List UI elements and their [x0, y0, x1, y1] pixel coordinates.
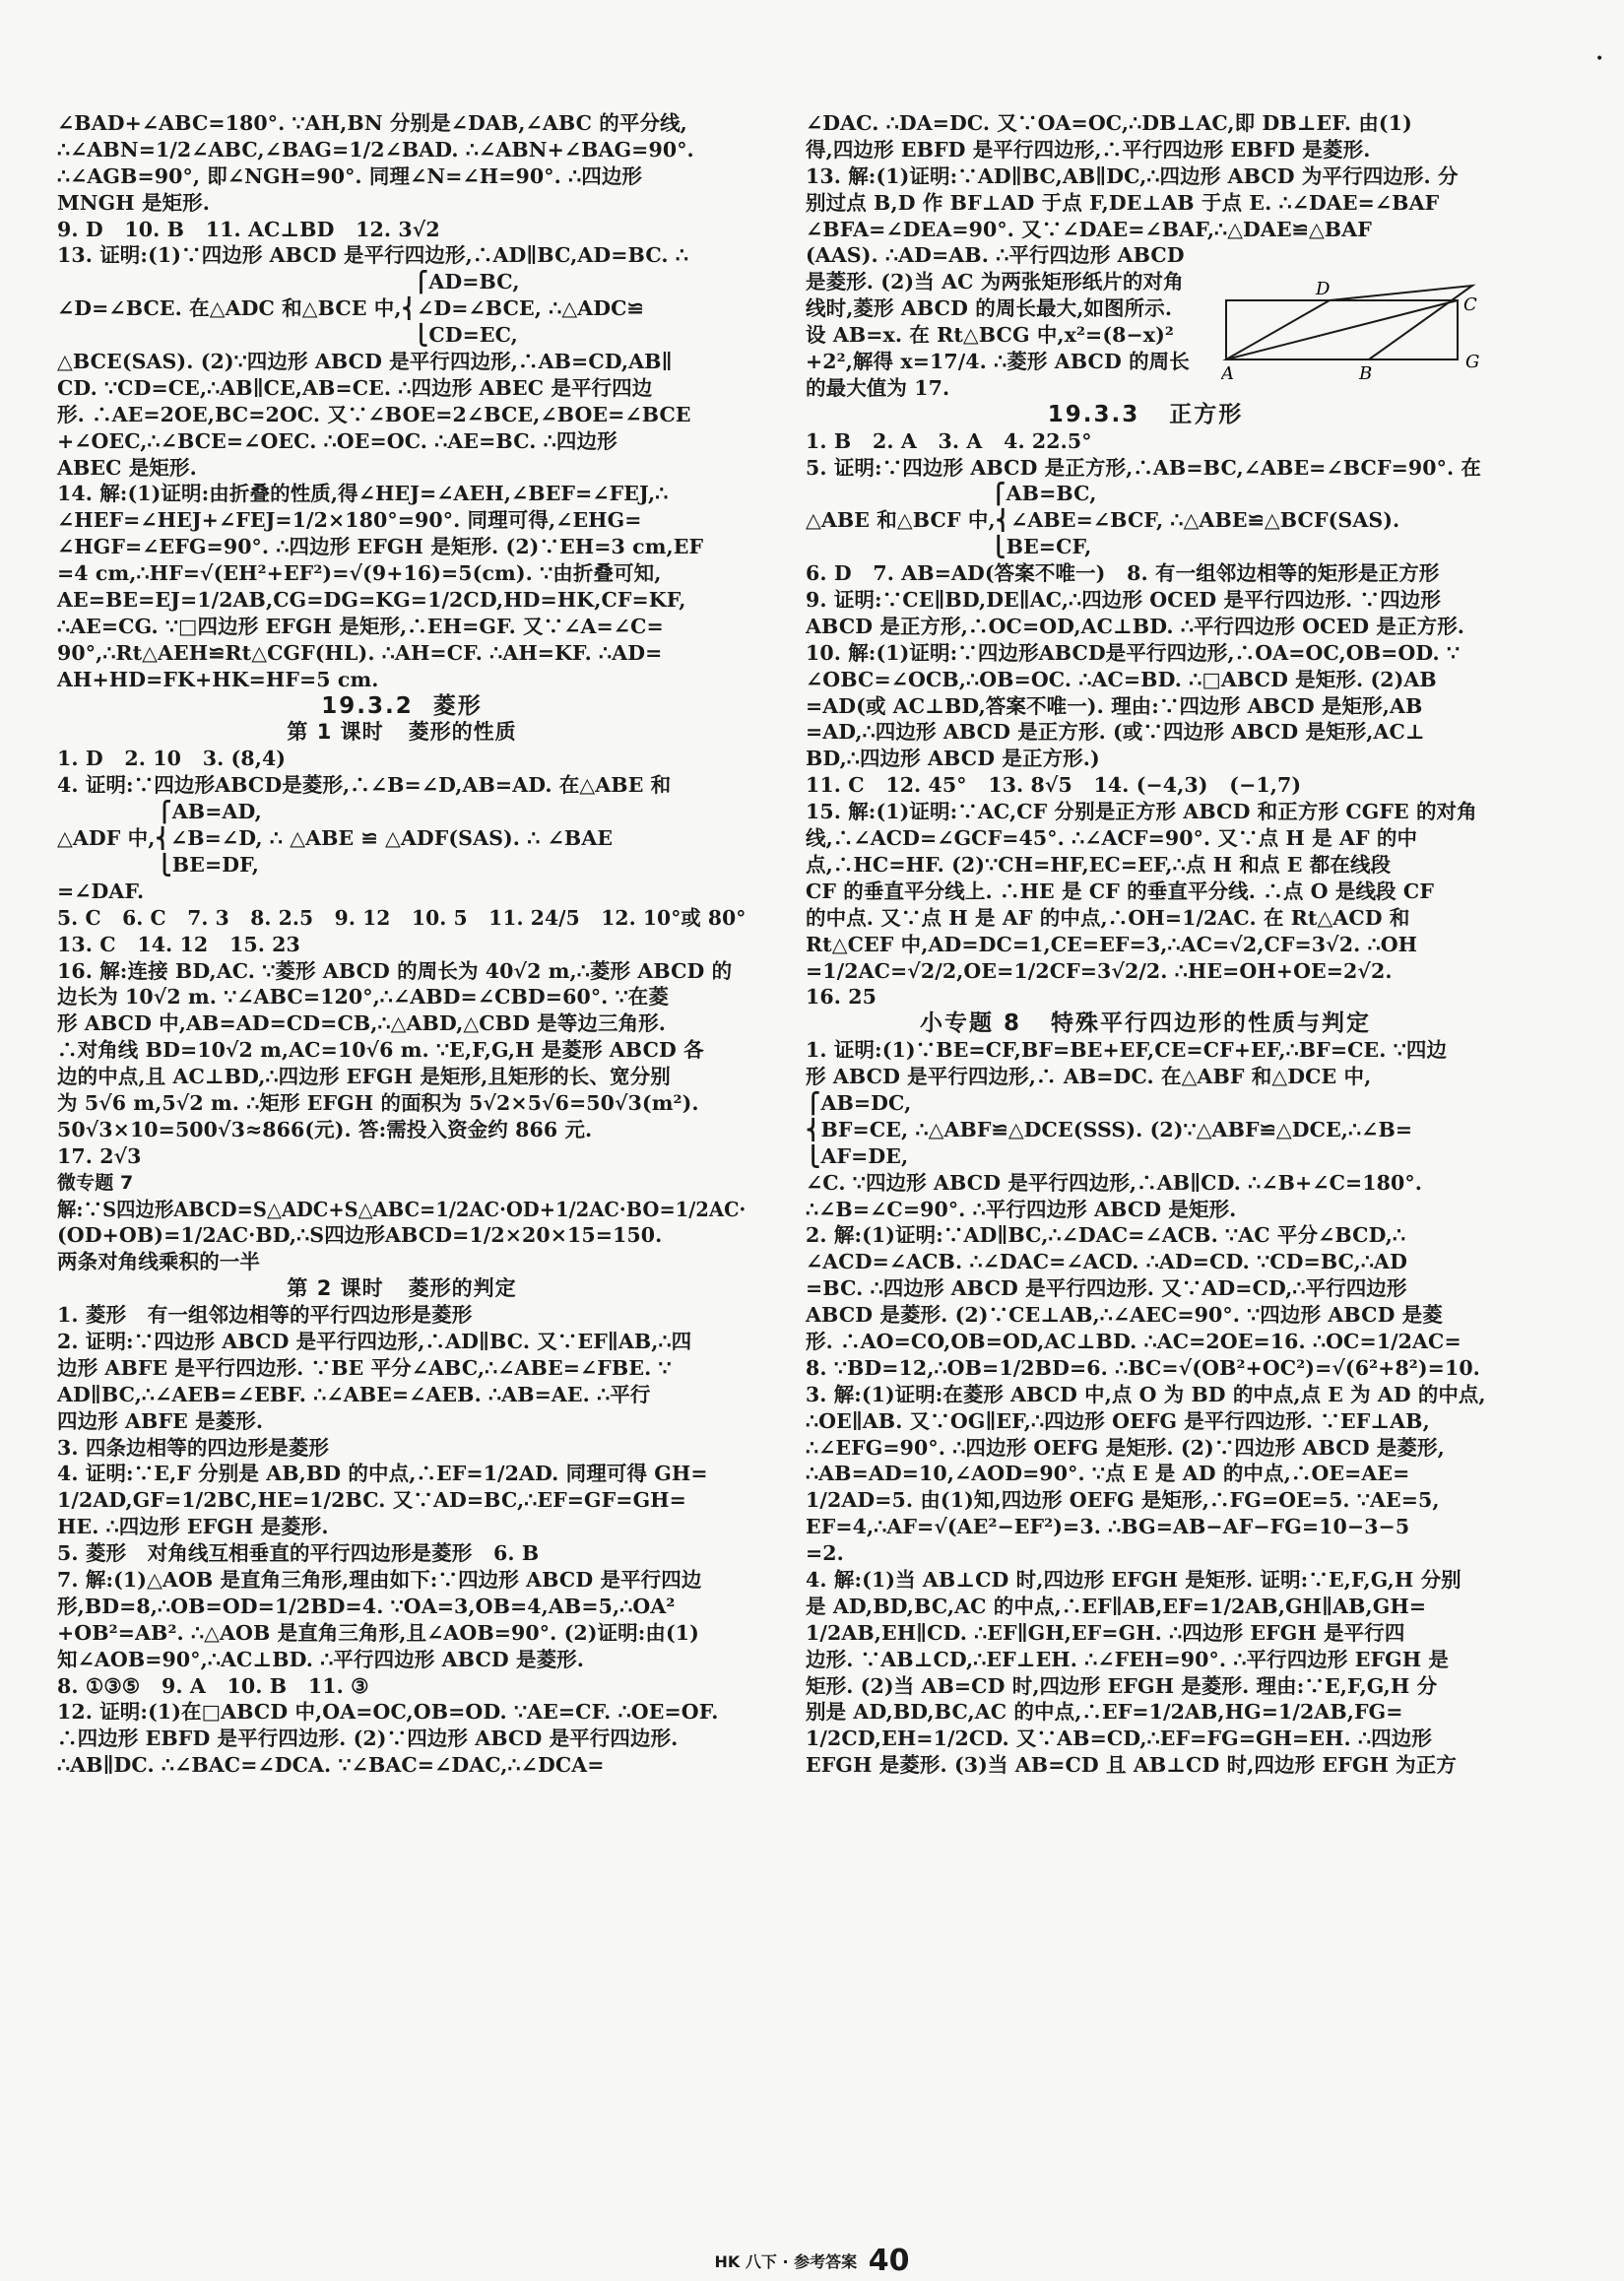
- rhombus-figure: [1221, 281, 1487, 389]
- right-column-line: 8. ∵BD=12,∴OB=1/2BD=6. ∴BC=√(OB²+OC²)=√(6²+8²)=10.: [806, 1355, 1480, 1380]
- right-column-line: 9. 证明:∵CE∥BD,DE∥AC,∴四边形 OCED 是平行四边形. ∵四边形: [806, 588, 1441, 613]
- left-column-line: 边形 ABFE 是平行四边形. ∵BE 平分∠ABC,∴∠ABE=∠FBE. ∵: [57, 1355, 672, 1380]
- right-column-line: 别过点 B,D 作 BF⊥AD 于点 F,DE⊥AB 于点 E. ∴∠DAE=∠BAF: [806, 190, 1440, 215]
- left-column-line: ∴∠AGB=90°, 即∠NGH=90°. 同理∠N=∠H=90°. ∴四边形: [57, 163, 643, 188]
- left-column-line: MNGH 是矩形.: [57, 190, 210, 215]
- left-column-line: △ADF 中,⎨∠B=∠D, ∴ △ABE ≌ △ADF(SAS). ∴ ∠BAE: [57, 826, 614, 851]
- left-column-line: ⎩BE=DF,: [57, 852, 259, 877]
- left-column-line: AE=BE=EJ=1/2AB,CG=DG=KG=1/2CD,HD=HK,CF=KF,: [57, 588, 686, 613]
- left-column-line: 3. 四条边相等的四边形是菱形: [57, 1435, 330, 1460]
- left-column-line: ∴对角线 BD=10√2 m,AC=10√6 m. ∵E,F,G,H 是菱形 ABCD 各: [57, 1038, 704, 1063]
- left-column-line: 17. 2√3: [57, 1143, 142, 1168]
- left-column-line: ∠D=∠BCE. 在△ADC 和△BCE 中,⎨∠D=∠BCE, ∴△ADC≌: [57, 296, 644, 321]
- right-column-line: ∠BFA=∠DEA=90°. 又∵∠DAE=∠BAF,∴△DAE≌△BAF: [806, 217, 1372, 241]
- left-column-line: +OB²=AB². ∴△AOB 是直角三角形,且∠AOB=90°. (2)证明:由(1): [57, 1620, 699, 1645]
- right-column-line: ABCD 是正方形,∴OC=OD,AC⊥BD. ∴平行四边形 OCED 是正方形.: [806, 614, 1465, 638]
- left-column-line: 形,BD=8,∴OB=OD=1/2BD=4. ∵OA=3,OB=4,AB=5,∴OA²: [57, 1594, 676, 1618]
- left-column-line: ∠HEF=∠HEJ+∠FEJ=1/2×180°=90°. 同理可得,∠EHG=: [57, 508, 642, 533]
- right-column-line: 10. 解:(1)证明:∵四边形ABCD是平行四边形,∴OA=OC,OB=OD. ∵: [806, 640, 1461, 665]
- right-column-line: 15. 解:(1)证明:∵AC,CF 分别是正方形 ABCD 和正方形 CGFE 的对角: [806, 800, 1477, 824]
- left-column-line: △BCE(SAS). (2)∵四边形 ABCD 是平行四边形,∴AB=CD,AB∥: [57, 350, 673, 374]
- right-column-line: 点,∴HC=HF. (2)∵CH=HF,EC=EF,∴点 H 和点 E 都在线段: [806, 852, 1392, 877]
- left-column-line: 13. 证明:(1)∵四边形 ABCD 是平行四边形,∴AD∥BC,AD=BC. ∴: [57, 243, 689, 268]
- right-column-line: EFGH 是菱形. (3)当 AB=CD 且 AB⊥CD 时,四边形 EFGH 为正方: [806, 1753, 1457, 1778]
- right-column-line: 2. 解:(1)证明:∵AD∥BC,∴∠DAC=∠ACB. ∵AC 平分∠BCD,∴: [806, 1223, 1406, 1248]
- left-column-line: 4. 证明:∵E,F 分别是 AB,BD 的中点,∴EF=1/2AD. 同理可得 GH=: [57, 1462, 708, 1486]
- left-column-line: +∠OEC,∴∠BCE=∠OEC. ∴OE=OC. ∴AE=BC. ∴四边形: [57, 428, 617, 453]
- right-column-line: 是 AD,BD,BC,AC 的中点,∴EF∥AB,EF=1/2AB,GH∥AB,GH=: [806, 1594, 1427, 1618]
- left-column-line: 为 5√6 m,5√2 m. ∴矩形 EFGH 的面积为 5√2×5√6=50√3(m²).: [57, 1090, 699, 1115]
- right-column-line: 边形. ∵AB⊥CD,∴EF⊥EH. ∴∠FEH=90°. ∴平行四边形 EFGH 是: [806, 1647, 1450, 1671]
- left-column-line: 第 2 课时 菱形的判定: [287, 1276, 517, 1301]
- right-column-line: =1/2AC=√2/2,OE=1/2CF=3√2/2. ∴HE=OH+OE=2√2.: [806, 958, 1393, 983]
- left-column-line: 19.3.2 菱形: [321, 692, 483, 719]
- right-column-line: 3. 解:(1)证明:在菱形 ABCD 中,点 O 为 BD 的中点,点 E 为 AD 的中点,: [806, 1382, 1486, 1406]
- right-column-line: 是菱形. (2)当 AC 为两张矩形纸片的对角: [806, 270, 1184, 294]
- right-column-line: ⎧AB=DC,: [806, 1090, 912, 1115]
- left-column-line: HE. ∴四边形 EFGH 是菱形.: [57, 1515, 329, 1539]
- left-column-line: =∠DAF.: [57, 879, 145, 903]
- right-column-line: 1/2AB,EH∥CD. ∴EF∥GH,EF=GH. ∴四边形 EFGH 是平行四: [806, 1620, 1405, 1645]
- left-column-line: (OD+OB)=1/2AC·BD,∴S四边形ABCD=1/2×20×15=150.: [57, 1223, 663, 1248]
- left-column-line: 16. 解:连接 BD,AC. ∵菱形 ABCD 的周长为 40√2 m,∴菱形 ABCD 的: [57, 958, 733, 983]
- right-column-line: 4. 解:(1)当 AB⊥CD 时,四边形 EFGH 是矩形. 证明:∵E,F,G,H 分别: [806, 1567, 1462, 1592]
- right-column-line: +2²,解得 x=17/4. ∴菱形 ABCD 的周长: [806, 350, 1190, 374]
- right-column-line: ⎩BE=CF,: [806, 535, 1092, 559]
- left-column-line: 1/2AD,GF=1/2BC,HE=1/2BC. 又∵AD=BC,∴EF=GF=GH=: [57, 1488, 686, 1513]
- right-column-line: ⎩AF=DE,: [806, 1143, 909, 1168]
- right-column-line: ∴∠B=∠C=90°. ∴平行四边形 ABCD 是矩形.: [806, 1197, 1237, 1221]
- right-column-line: ⎨BF=CE, ∴△ABF≌△DCE(SSS). (2)∵△ABF≌△DCE,∴∠B=: [806, 1117, 1413, 1141]
- right-column-line: Rt△CEF 中,AD=DC=1,CE=EF=3,∴AC=√2,CF=3√2. ∴OH: [806, 932, 1418, 956]
- footer-label: HK 八下 · 参考答案: [714, 2252, 858, 2271]
- left-column-line: ⎧AD=BC,: [57, 270, 520, 294]
- left-column-line: 边长为 10√2 m. ∵∠ABC=120°,∴∠ABD=∠CBD=60°. ∵在菱: [57, 985, 669, 1010]
- left-column-line: 两条对角线乘积的一半: [57, 1250, 260, 1274]
- right-column-line: =BC. ∴四边形 ABCD 是平行四边形. 又∵AD=CD,∴平行四边形: [806, 1276, 1407, 1301]
- right-column-line: ∠OBC=∠OCB,∴OB=OC. ∴AC=BD. ∴□ABCD 是矩形. (2)AB: [806, 667, 1437, 691]
- right-column-line: 小专题 8 特殊平行四边形的性质与判定: [919, 1010, 1372, 1037]
- left-column-line: 微专题 7: [57, 1171, 134, 1194]
- left-column-line: 知∠AOB=90°,∴AC⊥BD. ∴平行四边形 ABCD 是菱形.: [57, 1647, 585, 1671]
- left-column-line: 边的中点,且 AC⊥BD,∴四边形 EFGH 是矩形,且矩形的长、宽分别: [57, 1065, 671, 1089]
- right-column-line: 5. 证明:∵四边形 ABCD 是正方形,∴AB=BC,∠ABE=∠BCF=90°. 在: [806, 455, 1482, 480]
- right-column-line: =2.: [806, 1541, 844, 1566]
- right-column-line: BD,∴四边形 ABCD 是正方形.): [806, 747, 1100, 771]
- right-column-line: 6. D 7. AB=AD(答案不唯一) 8. 有一组邻边相等的矩形是正方形: [806, 561, 1440, 586]
- right-column-line: 线时,菱形 ABCD 的周长最大,如图所示.: [806, 296, 1173, 321]
- right-column-line: ∴AB=AD=10,∠AOD=90°. ∵点 E 是 AD 的中点,∴OE=AE=: [806, 1462, 1410, 1486]
- right-column-line: 形 ABCD 是平行四边形,∴ AB=DC. 在△ABF 和△DCE 中,: [806, 1065, 1372, 1089]
- right-column-line: ABCD 是菱形. (2)∵CE⊥AB,∴∠AEC=90°. ∵四边形 ABCD 是菱: [806, 1303, 1443, 1328]
- left-column-line: 13. C 14. 12 15. 23: [57, 932, 300, 956]
- left-column-line: ⎩CD=EC,: [57, 323, 518, 348]
- right-column-line: ⎧AB=BC,: [806, 482, 1097, 506]
- corner-dot: •: [1595, 51, 1604, 67]
- left-column-line: 5. 菱形 对角线互相垂直的平行四边形是菱形 6. B: [57, 1541, 540, 1566]
- right-column-line: 1/2CD,EH=1/2CD. 又∵AB=CD,∴EF=FG=GH=EH. ∴四边形: [806, 1727, 1432, 1751]
- right-column-line: 的最大值为 17.: [806, 375, 950, 400]
- left-column-line: 50√3×10=500√3≈866(元). 答:需投入资金约 866 元.: [57, 1117, 593, 1141]
- left-column-line: 7. 解:(1)△AOB 是直角三角形,理由如下:∵四边形 ABCD 是平行四边: [57, 1567, 702, 1592]
- right-column-line: 1/2AD=5. 由(1)知,四边形 OEFG 是矩形,∴FG=OE=5. ∵AE=5,: [806, 1488, 1440, 1513]
- right-column-line: 别是 AD,BD,BC,AC 的中点,∴EF=1/2AB,HG=1/2AB,FG=: [806, 1700, 1403, 1725]
- left-column-line: 12. 证明:(1)在□ABCD 中,OA=OC,OB=OD. ∵AE=CF. ∴OE=OF.: [57, 1700, 719, 1725]
- right-column-line: 1. 证明:(1)∵BE=CF,BF=BE+EF,CE=CF+EF,∴BF=CE. ∵四边: [806, 1038, 1448, 1063]
- page-footer: [0, 2244, 1624, 2278]
- left-column-line: 9. D 10. B 11. AC⊥BD 12. 3√2: [57, 217, 440, 241]
- left-column-line: 14. 解:(1)证明:由折叠的性质,得∠HEJ=∠AEH,∠BEF=∠FEJ,∴: [57, 482, 669, 506]
- left-column-line: 解:∵S四边形ABCD=S△ADC+S△ABC=1/2AC·OD+1/2AC·BO=1/2AC·: [57, 1197, 747, 1221]
- right-column-line: (AAS). ∴AD=AB. ∴平行四边形 ABCD: [806, 243, 1185, 268]
- left-column-line: ∴AE=CG. ∵□四边形 EFGH 是矩形,∴EH=GF. 又∵∠A=∠C=: [57, 614, 664, 638]
- left-column-line: 四边形 ABFE 是菱形.: [57, 1408, 264, 1433]
- label-b: B: [1359, 363, 1373, 384]
- rect-paper-2: [1226, 286, 1472, 359]
- left-column-line: CD. ∵CD=CE,∴AB∥CE,AB=CE. ∴四边形 ABEC 是平行四边: [57, 375, 653, 400]
- diagonal-ac: [1226, 300, 1458, 359]
- left-column-line: ∠BAD+∠ABC=180°. ∵AH,BN 分别是∠DAB,∠ABC 的平分线,: [57, 111, 687, 135]
- left-column-line: 1. 菱形 有一组邻边相等的平行四边形是菱形: [57, 1303, 473, 1328]
- left-column-line: AD∥BC,∴∠AEB=∠EBF. ∴∠ABE=∠AEB. ∴AB=AE. ∴平行: [57, 1382, 651, 1406]
- right-column-line: ∴OE∥AB. 又∵OG∥EF,∴四边形 OEFG 是平行四边形. ∵EF⊥AB,: [806, 1408, 1430, 1433]
- right-column-line: =AD,∴四边形 ABCD 是正方形. (或∵四边形 ABCD 是矩形,AC⊥: [806, 720, 1425, 745]
- left-column-line: ABEC 是矩形.: [57, 455, 197, 480]
- left-column-line: 形. ∴AE=2OE,BC=2OC. 又∵∠BOE=2∠BCE,∠BOE=∠BCE: [57, 402, 691, 426]
- right-column-line: 16. 25: [806, 985, 877, 1010]
- right-column-line: 矩形. (2)当 AB=CD 时,四边形 EFGH 是菱形. 理由:∵E,F,G,H 分: [806, 1673, 1438, 1698]
- right-column-line: ∠C. ∵四边形 ABCD 是平行四边形,∴AB∥CD. ∴∠B+∠C=180°.: [806, 1170, 1422, 1195]
- right-column-line: 线,∴∠ACD=∠GCF=45°. ∴∠ACF=90°. 又∵点 H 是 AF 的中: [806, 826, 1418, 851]
- label-a: A: [1221, 363, 1234, 384]
- left-column-line: 8. ①③⑤ 9. A 10. B 11. ③: [57, 1673, 369, 1698]
- right-column-line: 设 AB=x. 在 Rt△BCG 中,x²=(8−x)²: [806, 323, 1174, 348]
- right-column-line: 1. B 2. A 3. A 4. 22.5°: [806, 428, 1092, 453]
- right-column-line: 11. C 12. 45° 13. 8√5 14. (−4,3) (−1,7): [806, 773, 1302, 798]
- right-column-line: =AD(或 AC⊥BD,答案不唯一). 理由:∵四边形 ABCD 是矩形,AB: [806, 693, 1423, 718]
- left-column-line: 2. 证明:∵四边形 ABCD 是平行四边形,∴AD∥BC. 又∵EF∥AB,∴四: [57, 1329, 692, 1353]
- right-column-line: 13. 解:(1)证明:∵AD∥BC,AB∥DC,∴四边形 ABCD 为平行四边形. 分: [806, 163, 1459, 188]
- right-column-line: 的中点. 又∵点 H 是 AF 的中点,∴OH=1/2AC. 在 Rt△ACD 和: [806, 905, 1410, 930]
- left-column-line: ∴∠ABN=1/2∠ABC,∠BAG=1/2∠BAD. ∴∠ABN+∠BAG=90°.: [57, 137, 694, 162]
- right-column-line: 得,四边形 EBFD 是平行四边形,∴平行四边形 EBFD 是菱形.: [806, 137, 1371, 162]
- left-column-line: =4 cm,∴HF=√(EH²+EF²)=√(9+16)=5(cm). ∵由折叠可知,: [57, 561, 662, 586]
- left-column-line: 第 1 课时 菱形的性质: [287, 720, 517, 745]
- right-column-line: ∠ACD=∠ACB. ∴∠DAC=∠ACD. ∴AD=CD. ∵CD=BC,∴AD: [806, 1250, 1407, 1274]
- right-column-line: ∠DAC. ∴DA=DC. 又∵OA=OC,∴DB⊥AC,即 DB⊥EF. 由(1): [806, 111, 1412, 135]
- left-column-line: 4. 证明:∵四边形ABCD是菱形,∴∠B=∠D,AB=AD. 在△ABE 和: [57, 773, 672, 798]
- left-column-line: 90°,∴Rt△AEH≌Rt△CGF(HL). ∴AH=CF. ∴AH=KF. ∴AD=: [57, 640, 663, 665]
- left-column-line: ∠HGF=∠EFG=90°. ∴四边形 EFGH 是矩形. (2)∵EH=3 cm,EF: [57, 535, 704, 559]
- right-column-line: CF 的垂直平分线上. ∴HE 是 CF 的垂直平分线. ∴点 O 是线段 CF: [806, 879, 1434, 903]
- left-column-line: 形 ABCD 中,AB=AD=CD=CB,∴△ABD,△CBD 是等边三角形.: [57, 1011, 667, 1036]
- right-column-line: 形. ∴AO=CO,OB=OD,AC⊥BD. ∴AC=2OE=16. ∴OC=1/2AC=: [806, 1329, 1462, 1353]
- right-column-line: 19.3.3 正方形: [1047, 401, 1244, 427]
- right-column-line: EF=4,∴AF=√(AE²−EF²)=3. ∴BG=AB−AF−FG=10−3−5: [806, 1515, 1410, 1539]
- right-column-line: △ABE 和△BCF 中,⎨∠ABE=∠BCF, ∴△ABE≌△BCF(SAS).: [806, 508, 1400, 533]
- left-column-line: ∴四边形 EBFD 是平行四边形. (2)∵四边形 ABCD 是平行四边形.: [57, 1727, 679, 1751]
- left-column-line: 1. D 2. 10 3. (8,4): [57, 747, 287, 771]
- right-column-line: ∴∠EFG=90°. ∴四边形 OEFG 是矩形. (2)∵四边形 ABCD 是菱形,: [806, 1435, 1445, 1460]
- left-column-line: ⎧AB=AD,: [57, 800, 262, 824]
- label-g: G: [1465, 352, 1480, 372]
- left-column: [57, 110, 747, 1779]
- page-number: 40: [868, 2244, 910, 2278]
- left-column-line: ∴AB∥DC. ∴∠BAC=∠DCA. ∵∠BAC=∠DAC,∴∠DCA=: [57, 1753, 605, 1778]
- label-d: D: [1316, 281, 1331, 299]
- label-c: C: [1463, 294, 1477, 315]
- left-column-line: AH+HD=FK+HK=HF=5 cm.: [57, 667, 379, 691]
- left-column-line: 5. C 6. C 7. 3 8. 2.5 9. 12 10. 5 11. 24/5 12. 10°或 80°: [57, 905, 747, 930]
